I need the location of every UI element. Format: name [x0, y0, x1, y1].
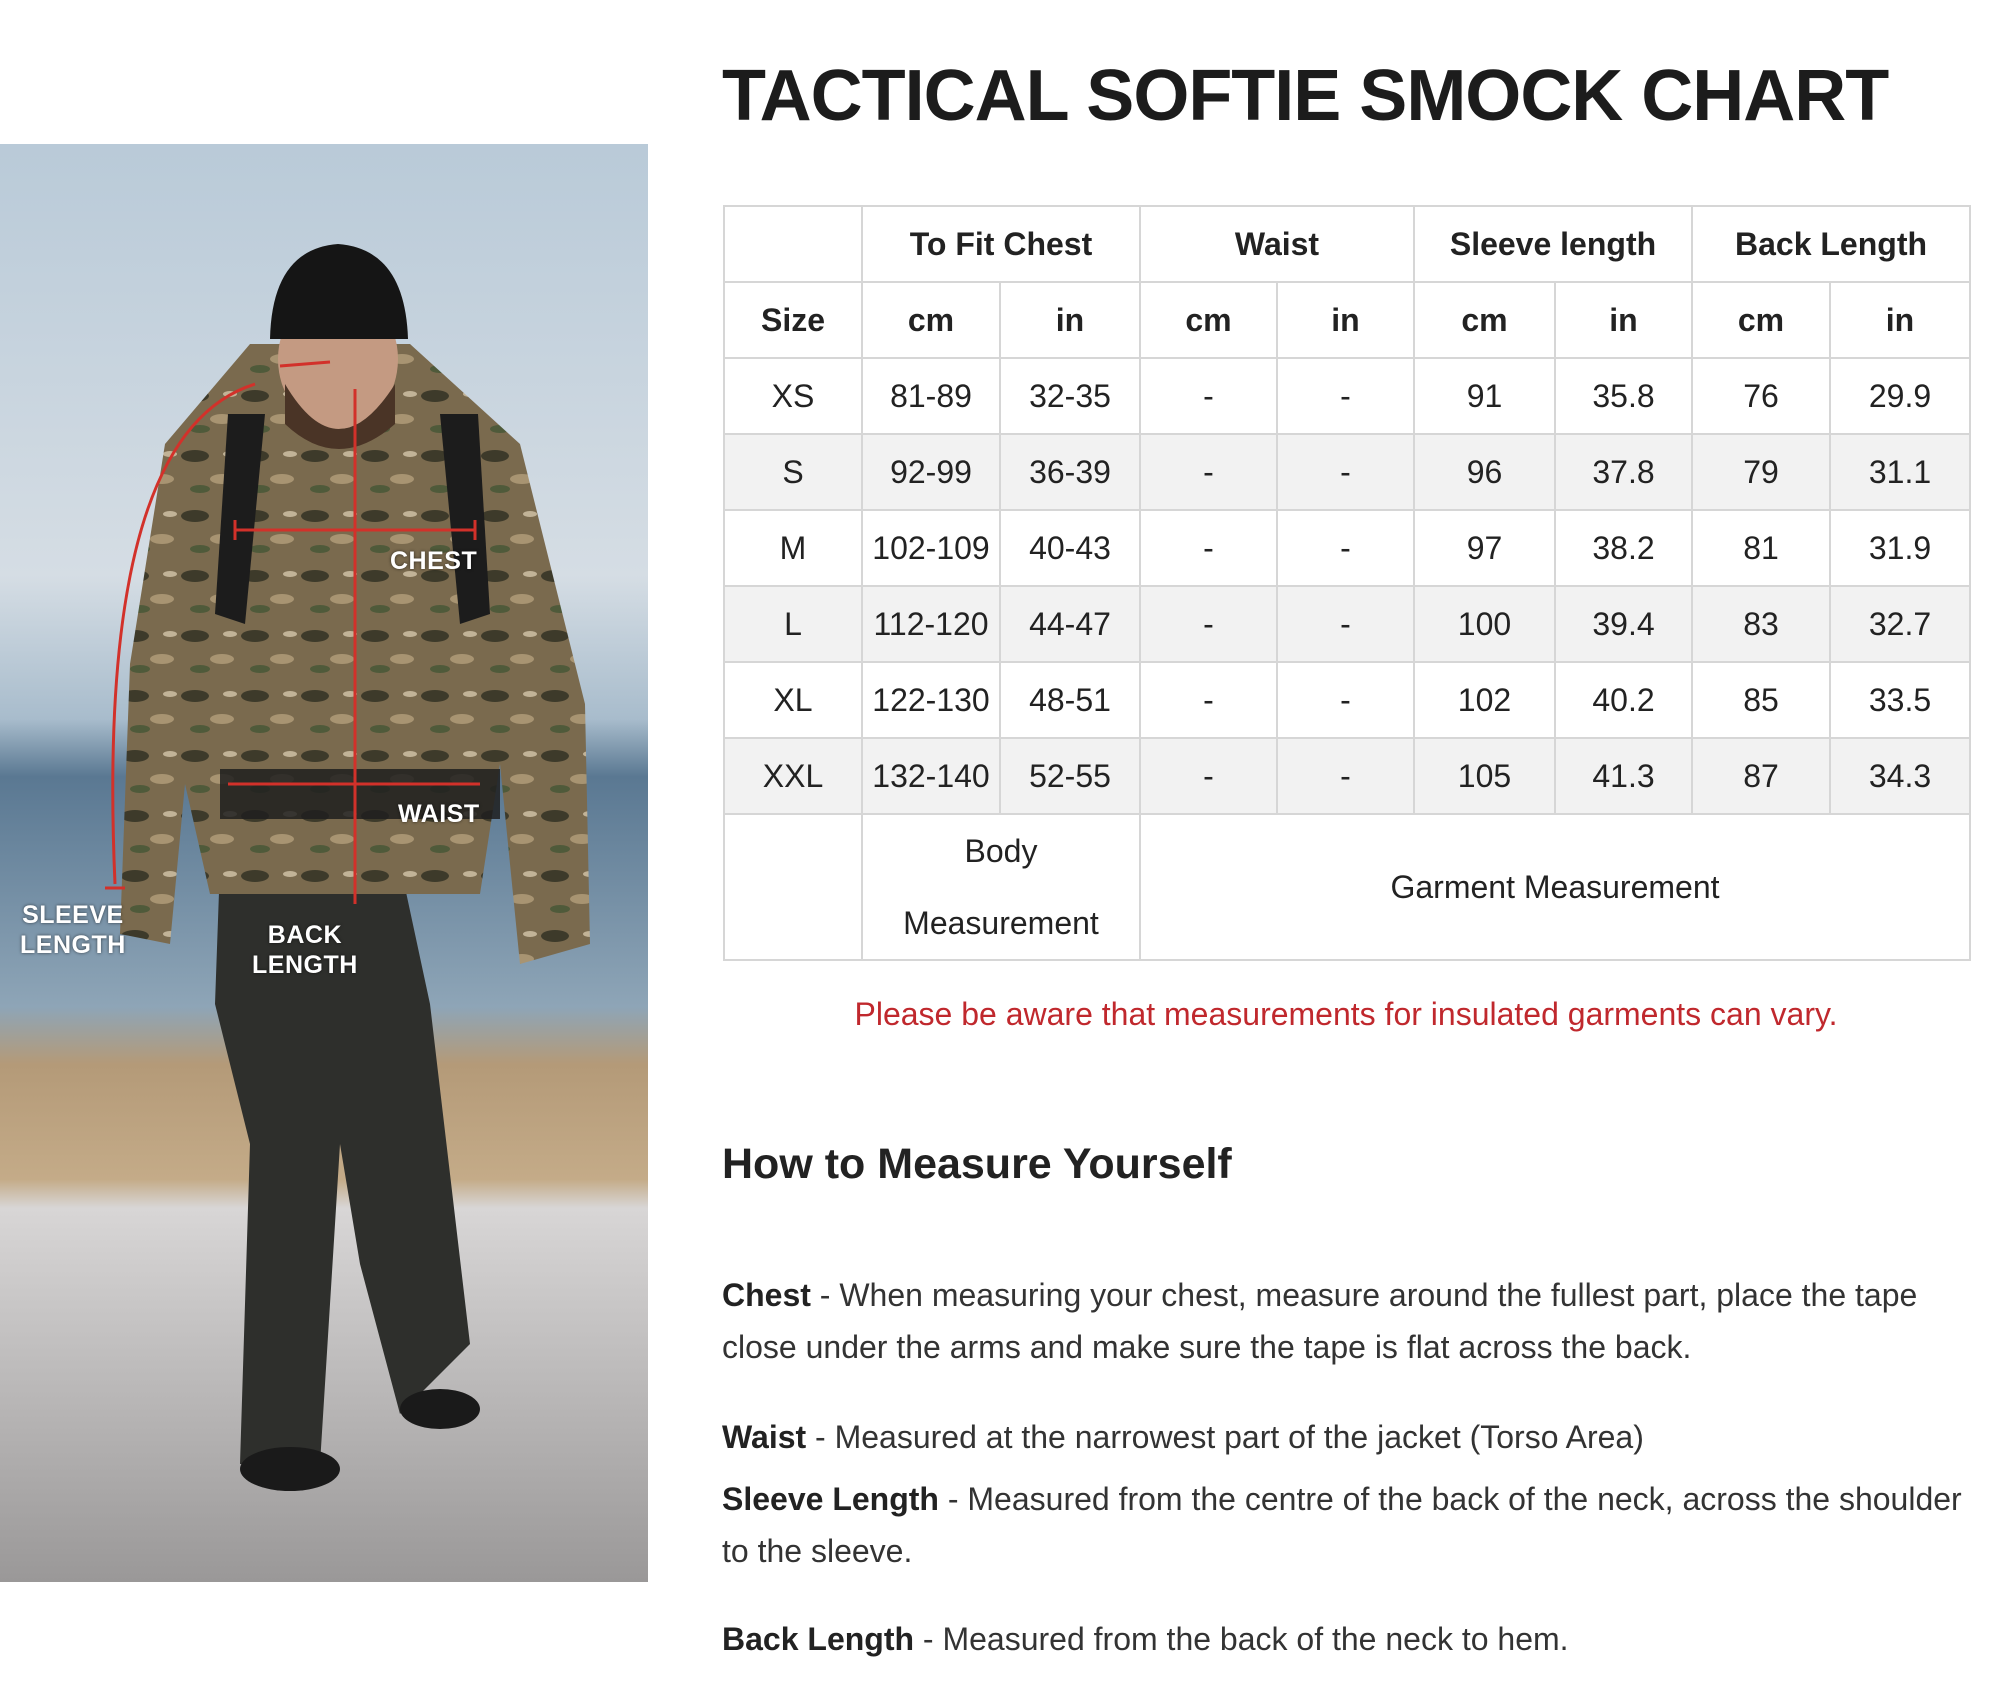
- unit-header-cm: cm: [1140, 282, 1277, 358]
- body-measurement-line2: Measurement: [903, 905, 1099, 941]
- value-cell: 44-47: [1000, 586, 1140, 662]
- value-cell: 37.8: [1555, 434, 1692, 510]
- unit-header-row: [724, 282, 1970, 358]
- header-back-length: Back Length: [1692, 206, 1970, 282]
- size-chart-table: [723, 205, 1971, 961]
- unit-header-cm: cm: [1692, 282, 1830, 358]
- instruction-term: Back Length: [722, 1621, 915, 1657]
- instruction-term: Chest: [722, 1277, 811, 1313]
- sleeve-length-instruction: [722, 1473, 1972, 1577]
- value-cell: -: [1277, 358, 1414, 434]
- value-cell: 102: [1414, 662, 1555, 738]
- back-label-line2: LENGTH: [252, 951, 358, 979]
- back-label-line1: BACK: [267, 921, 342, 949]
- empty-header-cell: [724, 206, 862, 282]
- size-cell: XL: [724, 662, 862, 738]
- instruction-text: - Measured at the narrowest part of the jacket (Torso Area): [806, 1419, 1644, 1455]
- value-cell: -: [1140, 662, 1277, 738]
- waist-label: WAIST: [398, 800, 480, 828]
- header-sleeve-length: Sleeve length: [1414, 206, 1692, 282]
- chest-label: CHEST: [390, 547, 478, 575]
- instruction-text: - Measured from the centre of the back of the neck, across the shoulder to the sleeve.: [722, 1481, 1962, 1569]
- value-cell: -: [1277, 434, 1414, 510]
- size-cell: S: [724, 434, 862, 510]
- value-cell: -: [1277, 510, 1414, 586]
- size-row-s: [724, 434, 1970, 510]
- value-cell: 83: [1692, 586, 1830, 662]
- value-cell: 40.2: [1555, 662, 1692, 738]
- instruction-text: - Measured from the back of the neck to hem.: [914, 1621, 1569, 1657]
- footer-row: [724, 814, 1970, 960]
- size-row-l: [724, 586, 1970, 662]
- value-cell: 32-35: [1000, 358, 1140, 434]
- header-to-fit-chest: To Fit Chest: [862, 206, 1140, 282]
- back-length-instruction: [722, 1613, 1972, 1665]
- chest-instruction: [722, 1269, 1972, 1373]
- value-cell: 31.9: [1830, 510, 1970, 586]
- value-cell: 92-99: [862, 434, 1000, 510]
- value-cell: 41.3: [1555, 738, 1692, 814]
- empty-footer-cell: [724, 814, 862, 960]
- group-header-row: [724, 206, 1970, 282]
- value-cell: 39.4: [1555, 586, 1692, 662]
- value-cell: 34.3: [1830, 738, 1970, 814]
- instruction-term: Waist: [722, 1419, 807, 1455]
- sleeve-label-line2: LENGTH: [20, 931, 126, 959]
- size-row-xl: [724, 662, 1970, 738]
- size-row-xxl: [724, 738, 1970, 814]
- value-cell: 79: [1692, 434, 1830, 510]
- body-measurement-label: [862, 814, 1140, 960]
- size-cell: L: [724, 586, 862, 662]
- value-cell: 81-89: [862, 358, 1000, 434]
- instruction-term: Sleeve Length: [722, 1481, 939, 1517]
- back-length-label: [252, 920, 358, 980]
- value-cell: 122-130: [862, 662, 1000, 738]
- value-cell: -: [1140, 434, 1277, 510]
- value-cell: 97: [1414, 510, 1555, 586]
- unit-header-cm: cm: [862, 282, 1000, 358]
- value-cell: 31.1: [1830, 434, 1970, 510]
- value-cell: 32.7: [1830, 586, 1970, 662]
- sleeve-label-line1: SLEEVE: [22, 901, 124, 929]
- page-title: TACTICAL SOFTIE SMOCK CHART: [722, 56, 1889, 136]
- unit-header-in: in: [1555, 282, 1692, 358]
- value-cell: -: [1277, 738, 1414, 814]
- sleeve-length-label: [20, 900, 126, 960]
- size-cell: XS: [724, 358, 862, 434]
- garment-measurement-label: Garment Measurement: [1140, 814, 1970, 960]
- value-cell: 105: [1414, 738, 1555, 814]
- value-cell: 52-55: [1000, 738, 1140, 814]
- value-cell: 91: [1414, 358, 1555, 434]
- value-cell: 87: [1692, 738, 1830, 814]
- value-cell: -: [1140, 510, 1277, 586]
- value-cell: -: [1140, 586, 1277, 662]
- model-illustration: [0, 144, 648, 1582]
- header-size: Size: [724, 282, 862, 358]
- how-to-measure-heading: How to Measure Yourself: [722, 1140, 1232, 1188]
- header-waist: Waist: [1140, 206, 1414, 282]
- value-cell: -: [1277, 586, 1414, 662]
- value-cell: 100: [1414, 586, 1555, 662]
- unit-header-in: in: [1000, 282, 1140, 358]
- size-row-m: [724, 510, 1970, 586]
- unit-header-cm: cm: [1414, 282, 1555, 358]
- body-measurement-line1: Body: [964, 833, 1038, 869]
- value-cell: 96: [1414, 434, 1555, 510]
- value-cell: -: [1140, 738, 1277, 814]
- value-cell: -: [1140, 358, 1277, 434]
- value-cell: 48-51: [1000, 662, 1140, 738]
- value-cell: 38.2: [1555, 510, 1692, 586]
- value-cell: 81: [1692, 510, 1830, 586]
- size-cell: XXL: [724, 738, 862, 814]
- value-cell: -: [1277, 662, 1414, 738]
- model-photo: [0, 144, 648, 1582]
- value-cell: 102-109: [862, 510, 1000, 586]
- value-cell: 29.9: [1830, 358, 1970, 434]
- value-cell: 36-39: [1000, 434, 1140, 510]
- value-cell: 112-120: [862, 586, 1000, 662]
- value-cell: 132-140: [862, 738, 1000, 814]
- waist-instruction: [722, 1411, 1972, 1463]
- value-cell: 33.5: [1830, 662, 1970, 738]
- size-row-xs: [724, 358, 1970, 434]
- value-cell: 76: [1692, 358, 1830, 434]
- value-cell: 40-43: [1000, 510, 1140, 586]
- value-cell: 35.8: [1555, 358, 1692, 434]
- unit-header-in: in: [1830, 282, 1970, 358]
- insulation-warning-note: Please be aware that measurements for insulated garments can vary.: [854, 996, 1838, 1032]
- unit-header-in: in: [1277, 282, 1414, 358]
- value-cell: 85: [1692, 662, 1830, 738]
- size-cell: M: [724, 510, 862, 586]
- instruction-text: - When measuring your chest, measure around the fullest part, place the tape close under the arms and make sure the tape is flat across the back.: [722, 1277, 1918, 1365]
